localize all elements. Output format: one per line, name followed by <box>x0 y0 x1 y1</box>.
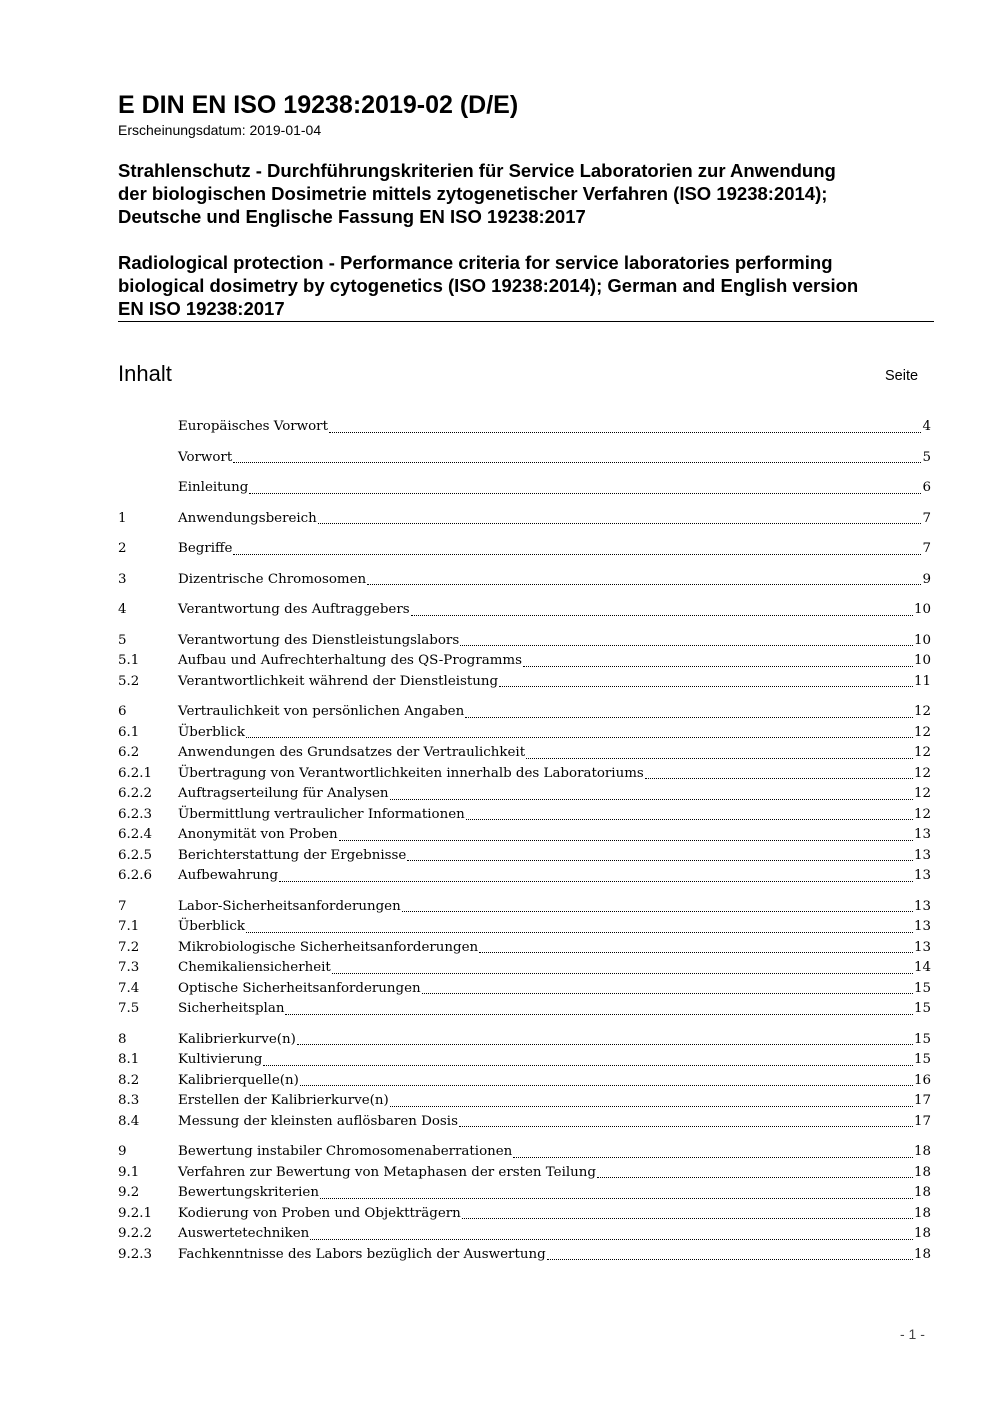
toc-entry-page: 18 <box>913 1164 931 1180</box>
toc-entry-number: 7.1 <box>118 919 140 934</box>
toc-entry-number: 6.2.4 <box>118 827 153 842</box>
table-of-contents <box>118 417 931 1265</box>
toc-entry-label: Begriffe <box>178 541 233 556</box>
toc-entry-label: Berichterstattung der Ergebnisse <box>178 847 407 863</box>
toc-dot-leader <box>479 951 913 953</box>
toc-entry-number: 5 <box>118 632 127 648</box>
toc-entry-label: Anwendungsbereich <box>178 510 317 526</box>
toc-dot-leader <box>523 665 913 667</box>
toc-entry[interactable] <box>118 1050 931 1071</box>
toc-entry-number: 6.2.2 <box>118 786 153 801</box>
toc-entry-label: Sicherheitsplan <box>178 1001 285 1016</box>
toc-entry-page: 10 <box>913 653 931 668</box>
toc-entry[interactable] <box>118 1112 931 1133</box>
toc-entry-number: 7.5 <box>118 1001 140 1016</box>
toc-dot-leader <box>233 553 921 555</box>
toc-entry[interactable] <box>118 672 931 693</box>
toc-entry[interactable] <box>118 999 931 1020</box>
toc-entry-number: 6.1 <box>118 724 140 740</box>
toc-entry-number: 6 <box>118 704 127 719</box>
toc-entry-label: Auswertetechniken <box>178 1226 310 1241</box>
toc-dot-leader <box>332 972 913 974</box>
toc-entry[interactable] <box>118 917 931 938</box>
toc-entry[interactable] <box>118 448 931 469</box>
toc-entry-number: 1 <box>118 510 127 526</box>
toc-entry-number: 8.2 <box>118 1072 140 1088</box>
toc-entry-page: 7 <box>922 510 931 526</box>
title-german-line: Strahlenschutz - Durchführungskriterien für Service Laboratorien zur Anwendung <box>118 160 836 181</box>
toc-entry-label: Übermittlung vertraulicher Informationen <box>178 806 465 822</box>
toc-entry[interactable] <box>118 1030 931 1051</box>
toc-entry-page: 13 <box>913 919 931 934</box>
toc-entry-number: 9.1 <box>118 1164 140 1180</box>
toc-entry-label: Überblick <box>178 919 245 934</box>
toc-page-column-label: Seite <box>885 368 919 384</box>
toc-dot-leader <box>285 1013 913 1015</box>
toc-entry-label: Verantwortung des Auftraggebers <box>178 602 410 617</box>
toc-entry-label: Vorwort <box>178 449 233 465</box>
title-english-line: biological dosimetry by cytogenetics (ISO 19238:2014); German and English version <box>118 275 859 296</box>
toc-entry-label: Auftragserteilung für Analysen <box>178 786 389 801</box>
title-divider <box>118 321 934 322</box>
toc-entry-page: 13 <box>913 868 931 883</box>
toc-entry[interactable] <box>118 805 931 826</box>
toc-entry[interactable] <box>118 1091 931 1112</box>
toc-entry[interactable] <box>118 539 931 560</box>
toc-entry[interactable] <box>118 897 931 918</box>
toc-entry-number: 3 <box>118 571 127 587</box>
toc-entry-label: Kalibrierquelle(n) <box>178 1072 299 1088</box>
toc-entry-page: 18 <box>913 1185 931 1200</box>
toc-entry-number: 5.1 <box>118 653 140 668</box>
toc-dot-leader <box>263 1064 913 1066</box>
toc-entry[interactable] <box>118 570 931 591</box>
toc-heading: Inhalt <box>118 361 172 386</box>
toc-entry-label: Europäisches Vorwort <box>178 419 328 434</box>
toc-entry-page: 18 <box>913 1144 931 1159</box>
toc-entry[interactable] <box>118 631 931 652</box>
toc-entry-label: Fachkenntnisse des Labors bezüglich der Auswertung <box>178 1246 546 1262</box>
toc-entry-number: 5.2 <box>118 673 140 689</box>
toc-entry-number: 6.2.1 <box>118 765 153 781</box>
toc-entry-label: Überblick <box>178 724 245 740</box>
toc-entry-number: 9 <box>118 1144 127 1159</box>
toc-dot-leader <box>320 1197 913 1199</box>
toc-dot-leader <box>329 431 922 433</box>
toc-entry[interactable] <box>118 478 931 499</box>
toc-entry-page: 11 <box>913 673 931 689</box>
document-id: E DIN EN ISO 19238:2019-02 (D/E) <box>118 91 519 119</box>
toc-dot-leader <box>402 910 913 912</box>
toc-entry-label: Übertragung von Verantwortlichkeiten innerhalb des Laboratoriums <box>178 765 644 781</box>
toc-dot-leader <box>297 1043 913 1045</box>
toc-dot-leader <box>233 461 921 463</box>
publication-date: Erscheinungsdatum: 2019-01-04 <box>118 122 322 138</box>
toc-entry[interactable] <box>118 1224 931 1245</box>
toc-dot-leader <box>422 992 913 994</box>
toc-entry-number: 6.2.3 <box>118 806 153 822</box>
toc-entry[interactable] <box>118 743 931 764</box>
toc-entry[interactable] <box>118 866 931 887</box>
toc-dot-leader <box>246 736 913 738</box>
toc-entry-page: 13 <box>913 898 931 914</box>
toc-entry[interactable] <box>118 509 931 530</box>
toc-dot-leader <box>407 859 913 861</box>
toc-dot-leader <box>300 1084 913 1086</box>
toc-entry[interactable] <box>118 979 931 1000</box>
toc-entry-label: Verfahren zur Bewertung von Metaphasen der ersten Teilung <box>178 1164 596 1180</box>
toc-entry-label: Verantwortlichkeit während der Dienstleistung <box>178 673 499 689</box>
toc-entry-number: 6.2.5 <box>118 847 153 863</box>
title-english <box>118 251 948 320</box>
toc-entry-page: 12 <box>913 765 931 781</box>
toc-dot-leader <box>465 716 913 718</box>
toc-entry-label: Kultivierung <box>178 1052 263 1067</box>
toc-entry[interactable] <box>118 1204 931 1225</box>
toc-dot-leader <box>411 614 913 616</box>
toc-entry-page: 12 <box>913 724 931 740</box>
toc-dot-leader <box>339 839 913 841</box>
toc-entry-page: 12 <box>913 806 931 822</box>
toc-entry-label: Kodierung von Proben und Objektträgern <box>178 1205 461 1221</box>
toc-entry-number: 9.2.2 <box>118 1226 153 1241</box>
toc-entry[interactable] <box>118 1183 931 1204</box>
toc-dot-leader <box>513 1156 913 1158</box>
toc-entry[interactable] <box>118 825 931 846</box>
toc-entry-label: Kalibrierkurve(n) <box>178 1031 296 1047</box>
toc-entry-page: 14 <box>913 960 931 975</box>
toc-entry[interactable] <box>118 1142 931 1163</box>
toc-entry-page: 18 <box>913 1226 931 1241</box>
toc-entry-number: 8.3 <box>118 1093 140 1108</box>
toc-dot-leader <box>547 1258 913 1260</box>
toc-dot-leader <box>249 492 921 494</box>
toc-entry-page: 10 <box>913 632 931 648</box>
toc-entry-page: 5 <box>922 449 931 465</box>
toc-entry-number: 8.1 <box>118 1052 140 1067</box>
title-english-line: Radiological protection - Performance criteria for service laboratories performing <box>118 252 833 273</box>
title-german-line: der biologischen Dosimetrie mittels zytogenetischer Verfahren (ISO 19238:2014); <box>118 183 828 204</box>
toc-entry-page: 17 <box>913 1093 931 1108</box>
toc-entry-number: 6.2 <box>118 745 140 760</box>
toc-entry-page: 15 <box>913 980 931 996</box>
toc-entry-number: 8.4 <box>118 1113 140 1129</box>
toc-entry-label: Chemikaliensicherheit <box>178 960 331 975</box>
toc-entry-page: 17 <box>913 1113 931 1129</box>
toc-entry-page: 12 <box>913 745 931 760</box>
toc-entry-label: Bewertungskriterien <box>178 1185 319 1200</box>
toc-entry-label: Verantwortung des Dienstleistungslabors <box>178 632 460 648</box>
toc-entry-page: 13 <box>913 939 931 955</box>
toc-entry[interactable] <box>118 764 931 785</box>
toc-entry[interactable] <box>118 846 931 867</box>
toc-entry-number: 9.2.3 <box>118 1246 153 1262</box>
toc-entry-page: 12 <box>913 704 931 719</box>
toc-entry-page: 12 <box>913 786 931 801</box>
toc-entry-label: Mikrobiologische Sicherheitsanforderungen <box>178 939 479 955</box>
toc-entry-page: 18 <box>913 1246 931 1262</box>
toc-entry-page: 10 <box>913 602 931 617</box>
toc-entry[interactable] <box>118 1245 931 1266</box>
toc-entry[interactable] <box>118 1163 931 1184</box>
toc-entry-number: 9.2 <box>118 1185 140 1200</box>
title-german <box>118 159 948 228</box>
toc-entry[interactable] <box>118 784 931 805</box>
title-german-line: Deutsche und Englische Fassung EN ISO 19238:2017 <box>118 206 586 227</box>
toc-dot-leader <box>318 522 922 524</box>
toc-entry-label: Vertraulichkeit von persönlichen Angaben <box>178 704 465 719</box>
toc-dot-leader <box>460 644 913 646</box>
toc-entry-page: 9 <box>922 571 931 587</box>
toc-dot-leader <box>597 1176 913 1178</box>
toc-entry-number: 9.2.1 <box>118 1205 153 1221</box>
toc-entry-label: Erstellen der Kalibrierkurve(n) <box>178 1093 389 1108</box>
toc-entry-page: 13 <box>913 827 931 842</box>
toc-entry[interactable] <box>118 938 931 959</box>
toc-entry-page: 4 <box>922 419 931 434</box>
toc-entry[interactable] <box>118 958 931 979</box>
toc-dot-leader <box>459 1125 913 1127</box>
toc-entry-page: 15 <box>913 1001 931 1016</box>
toc-dot-leader <box>279 880 913 882</box>
page-number: - 1 - <box>900 1326 925 1342</box>
toc-entry[interactable] <box>118 702 931 723</box>
toc-entry-number: 7.3 <box>118 960 140 975</box>
toc-entry-number: 6.2.6 <box>118 868 153 883</box>
toc-entry[interactable] <box>118 651 931 672</box>
toc-entry[interactable] <box>118 417 931 438</box>
toc-entry-number: 7.2 <box>118 939 140 955</box>
toc-dot-leader <box>499 685 913 687</box>
toc-entry-page: 13 <box>913 847 931 863</box>
toc-entry-page: 15 <box>913 1031 931 1047</box>
toc-entry[interactable] <box>118 600 931 621</box>
title-english-line: EN ISO 19238:2017 <box>118 298 285 319</box>
toc-entry-page: 18 <box>913 1205 931 1221</box>
toc-entry-label: Bewertung instabiler Chromosomenaberrationen <box>178 1144 513 1159</box>
toc-entry-number: 7.4 <box>118 980 140 996</box>
toc-entry-label: Anwendungen des Grundsatzes der Vertraulichkeit <box>178 745 526 760</box>
toc-entry-page: 7 <box>922 541 931 556</box>
toc-entry-label: Einleitung <box>178 480 249 495</box>
toc-dot-leader <box>526 757 913 759</box>
toc-entry-number: 8 <box>118 1031 127 1047</box>
toc-dot-leader <box>462 1217 913 1219</box>
toc-dot-leader <box>390 1105 913 1107</box>
toc-dot-leader <box>246 931 913 933</box>
toc-entry[interactable] <box>118 1071 931 1092</box>
toc-entry-label: Dizentrische Chromosomen <box>178 571 367 587</box>
toc-dot-leader <box>645 777 913 779</box>
toc-entry-label: Messung der kleinsten auflösbaren Dosis <box>178 1113 458 1129</box>
toc-entry-label: Anonymität von Proben <box>178 827 338 842</box>
toc-entry-label: Aufbau und Aufrechterhaltung des QS-Programms <box>178 653 523 668</box>
toc-entry-number: 2 <box>118 541 127 556</box>
toc-dot-leader <box>367 583 921 585</box>
toc-entry-label: Labor-Sicherheitsanforderungen <box>178 898 401 914</box>
toc-entry-page: 15 <box>913 1052 931 1067</box>
toc-dot-leader <box>466 818 913 820</box>
toc-dot-leader <box>390 798 913 800</box>
toc-entry-label: Aufbewahrung <box>178 868 279 883</box>
toc-entry-number: 7 <box>118 898 127 914</box>
toc-entry-label: Optische Sicherheitsanforderungen <box>178 980 421 996</box>
toc-dot-leader <box>310 1238 913 1240</box>
toc-entry-number: 4 <box>118 602 127 617</box>
toc-entry[interactable] <box>118 723 931 744</box>
toc-entry-page: 6 <box>922 480 931 495</box>
toc-entry-page: 16 <box>913 1072 931 1088</box>
